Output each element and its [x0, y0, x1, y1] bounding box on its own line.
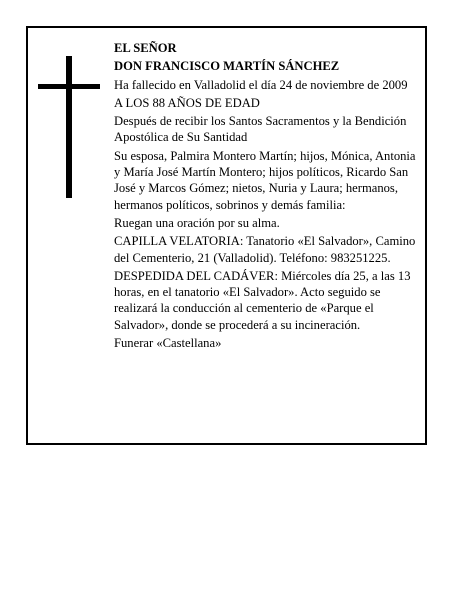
- prayer-request: Ruegan una oración por su alma.: [114, 215, 280, 230]
- cross-horizontal-bar: [38, 84, 100, 89]
- notice-text: [114, 40, 422, 353]
- farewell-info: DESPEDIDA DEL CADÁVER: Miércoles día 25, a las 13 horas, en el tanatorio «El Salvador». Acto seguido se realizará la conducción al cementerio de «Parque el Salvador», donde se procederá a su incineración.: [114, 268, 411, 332]
- cross-icon: [38, 56, 100, 198]
- deceased-name: DON FRANCISCO MARTÍN SÁNCHEZ: [114, 59, 340, 74]
- obituary-notice: [26, 26, 427, 445]
- funeral-home: Funerar «Castellana»: [114, 336, 222, 351]
- death-statement: Ha fallecido en Valladolid el día 24 de noviembre de 2009: [114, 77, 408, 92]
- cross-vertical-bar: [66, 56, 72, 198]
- sacraments-statement: Después de recibir los Santos Sacramentos y la Bendición Apostólica de Su Santidad: [114, 114, 407, 145]
- chapel-info: CAPILLA VELATORIA: Tanatorio «El Salvador», Camino del Cementerio, 21 (Valladolid). Teléfono: 983251225.: [114, 234, 416, 265]
- age-statement: A LOS 88 AÑOS DE EDAD: [114, 95, 260, 110]
- family-list: Su esposa, Palmira Montero Martín; hijos, Mónica, Antonia y María José Martín Montero; hijos políticos, Ricardo San José y Marcos Gómez; nietos, Nuria y Laura; hermanos, hermanos políticos, sobrinos y demás familia:: [114, 148, 416, 212]
- notice-title: EL SEÑOR: [114, 41, 177, 55]
